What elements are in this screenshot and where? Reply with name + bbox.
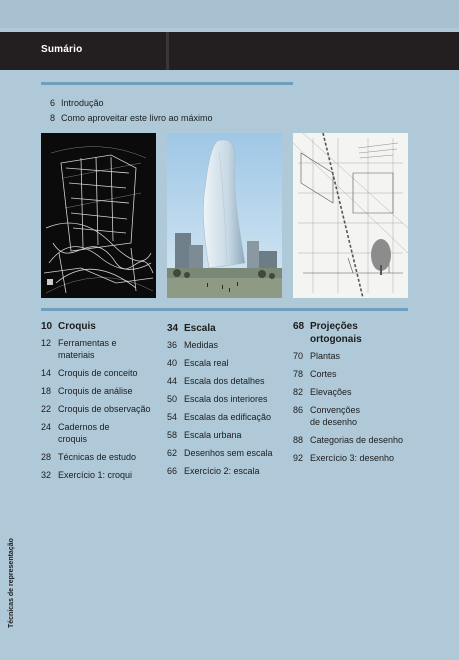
toc-label: Escala urbana [184, 430, 242, 440]
toc-page: 32 [41, 470, 52, 480]
toc-page: 22 [41, 404, 52, 414]
toc-item[interactable] [167, 429, 284, 441]
toc-label: Croquis de análise [58, 386, 133, 396]
chapter-heading[interactable] [293, 320, 420, 346]
toc-item[interactable] [41, 469, 168, 481]
intro-item[interactable] [41, 111, 213, 126]
toc-label: Técnicas de estudo [58, 452, 137, 462]
top-rule [41, 82, 293, 85]
toc-page: 12 [41, 338, 52, 348]
toc-item[interactable] [41, 421, 168, 445]
toc-page: 86 [293, 405, 304, 415]
toc-page: 14 [41, 368, 52, 378]
toc-label: Croquis de observação [58, 404, 151, 414]
toc-item[interactable] [293, 452, 420, 464]
chapter-page: 10 [41, 321, 53, 332]
chapter-page: 68 [293, 321, 305, 332]
toc-label: Medidas [184, 340, 219, 350]
chapter-escala [167, 322, 284, 483]
intro-list [41, 96, 213, 126]
chapter-title: Projeções ortogonais [310, 321, 362, 345]
toc-page: 88 [293, 435, 304, 445]
chapter-projecoes-ortogonais [293, 320, 420, 470]
toc-label: Exercício 1: croqui [58, 470, 133, 480]
toc-item[interactable] [41, 367, 168, 379]
toc-page: 54 [167, 412, 178, 422]
intro-item-label: Como aproveitar este livro ao máximo [61, 113, 213, 123]
line-drawing-image [293, 133, 408, 298]
toc-item[interactable] [167, 375, 284, 387]
tower-photo-image [167, 133, 282, 298]
toc-label: Cadernos de croquis [58, 422, 110, 444]
chapter-heading[interactable] [41, 320, 168, 333]
intro-item-label: Introdução [61, 98, 104, 108]
toc-label: Escala dos detalhes [184, 376, 265, 386]
toc-label: Escalas da edificação [184, 412, 272, 422]
toc-page: 36 [167, 340, 178, 350]
toc-page: 62 [167, 448, 178, 458]
toc-item[interactable] [293, 386, 420, 398]
toc-item[interactable] [293, 368, 420, 380]
toc-item[interactable] [293, 350, 420, 362]
toc-page: 40 [167, 358, 178, 368]
toc-item[interactable] [41, 385, 168, 397]
page-title: Sumário [41, 44, 83, 55]
toc-item[interactable] [167, 465, 284, 477]
toc-label: Escala real [184, 358, 229, 368]
book-title-vertical: Técnicas de representação [8, 538, 15, 628]
chapter-title: Croquis [58, 321, 96, 332]
toc-item[interactable] [293, 404, 420, 428]
toc-label: Cortes [310, 369, 337, 379]
croquis-sketch-image [41, 133, 156, 298]
intro-item-page: 6 [49, 98, 55, 108]
chapter-heading[interactable] [167, 322, 284, 335]
chapter-page: 34 [167, 323, 179, 334]
header-divider [166, 32, 169, 70]
toc-label: Elevações [310, 387, 352, 397]
chapter-title: Escala [184, 323, 216, 334]
toc-item[interactable] [293, 434, 420, 446]
toc-page: 18 [41, 386, 52, 396]
intro-item-page: 8 [49, 113, 55, 123]
toc-item[interactable] [167, 393, 284, 405]
toc-label: Croquis de conceito [58, 368, 138, 378]
toc-label: Ferramentas e materiais [58, 338, 117, 360]
toc-label: Plantas [310, 351, 341, 361]
toc-page: 44 [167, 376, 178, 386]
toc-page: 58 [167, 430, 178, 440]
toc-item[interactable] [41, 451, 168, 463]
toc-item[interactable] [167, 447, 284, 459]
top-band [0, 0, 459, 28]
chapter-croquis [41, 320, 168, 487]
toc-page: 78 [293, 369, 304, 379]
toc-item[interactable] [41, 337, 168, 361]
toc-label: Escala dos interiores [184, 394, 268, 404]
toc-page: 28 [41, 452, 52, 462]
toc-label: Desenhos sem escala [184, 448, 273, 458]
toc-item[interactable] [167, 357, 284, 369]
toc-item[interactable] [167, 339, 284, 351]
toc-page: 50 [167, 394, 178, 404]
toc-page: 66 [167, 466, 178, 476]
toc-label: Exercício 3: desenho [310, 453, 395, 463]
toc-label: Convenções de desenho [310, 405, 361, 427]
toc-label: Exercício 2: escala [184, 466, 260, 476]
section-rule [41, 308, 408, 311]
toc-page: 24 [41, 422, 52, 432]
toc-item[interactable] [41, 403, 168, 415]
toc-page: 70 [293, 351, 304, 361]
toc-page: 82 [293, 387, 304, 397]
intro-item[interactable] [41, 96, 213, 111]
toc-item[interactable] [167, 411, 284, 423]
toc-label: Categorias de desenho [310, 435, 404, 445]
toc-page: 92 [293, 453, 304, 463]
